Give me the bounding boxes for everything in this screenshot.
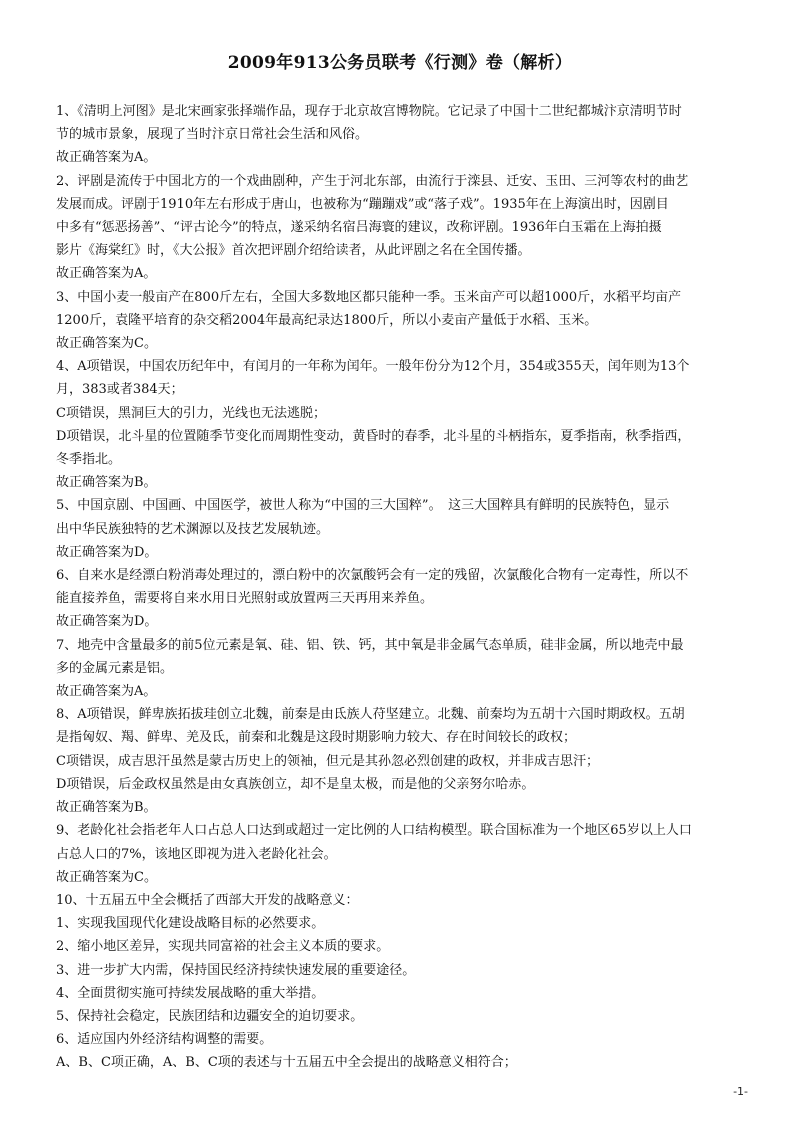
text-line: 8、A项错误，鲜卑族拓拔珪创立北魏，前秦是由氐族人苻坚建立。北魏、前秦均为五胡十六国时期政权。五胡 [56,707,685,723]
text-line: C项错误，黑洞巨大的引力，光线也无法逃脱； [56,405,326,421]
text-line: 月，383或者384天； [56,382,184,398]
answer-line: 故正确答案为A。 [56,150,157,166]
answer-line: 故正确答案为A。 [56,684,157,700]
text-line: 能直接养鱼，需要将自来水用日光照射或放置两三天再用来养鱼。 [56,591,434,607]
list-item: 3、进一步扩大内需，保持国民经济持续快速发展的重要途径。 [56,962,416,978]
text-line: 7、地壳中含量最多的前5位元素是氧、硅、铝、铁、钙，其中氧是非金属气态单质，硅非金属，所以地壳中最 [56,637,684,653]
answer-line: 故正确答案为C。 [56,336,157,352]
answer-line: 故正确答案为A。 [56,266,157,282]
text-line: C项错误，成吉思汗虽然是蒙古历史上的领袖，但元是其孙忽必烈创建的政权，并非成吉思汗； [56,753,599,769]
text-line: 是指匈奴、羯、鲜卑、羌及氐，前秦和北魏是这段时期影响力较大、存在时间较长的政权； [56,730,577,746]
text-line: 2、评剧是流传于中国北方的一个戏曲剧种，产生于河北东部，由流行于滦县、迁安、玉田、三河等农村的曲艺 [56,173,689,189]
text-line: 多的金属元素是铝。 [56,660,174,676]
text-line: 中多有“惩恶扬善”、“评古论今”的特点，遂采纳名宿吕海寰的建议，改称评剧。1936年白玉霜在上海拍摄 [56,220,662,236]
text-line: 冬季指北。 [56,452,122,468]
text-line: 3、中国小麦一般亩产在800斤左右，全国大多数地区都只能种一季。玉米亩产可以超1000斤，水稻平均亩产 [56,289,682,305]
text-line: 出中华民族独特的艺术渊源以及技艺发展轨迹。 [56,521,330,537]
list-item: 1、实现我国现代化建设战略目标的必然要求。 [56,916,325,932]
list-item: 5、保持社会稳定，民族团结和边疆安全的迫切要求。 [56,1008,364,1024]
text-line: 节的城市景象，展现了当时汴京日常社会生活和风俗。 [56,127,369,143]
text-line: 10、十五届五中全会概括了西部大开发的战略意义： [56,892,359,908]
text-line: 影片《海棠红》时，《大公报》首次把评剧介绍给读者，从此评剧之名在全国传播。 [56,243,531,259]
text-line: 发展而成。评剧于1910年左右形成于唐山，也被称为“蹦蹦戏”或“落子戏”。1935年在上海演出时，因剧目 [56,196,669,212]
text-line: 1、《清明上河图》是北宋画家张择端作品，现存于北京故宫博物院。它记录了中国十二世纪都城汴京清明节时 [56,104,682,119]
list-item: 4、全面贯彻实施可持续发展战略的重大举措。 [56,985,325,1001]
text-line: 6、自来水是经漂白粉消毒处理过的，漂白粉中的次氯酸钙会有一定的残留，次氯酸化合物有一定毒性，所以不 [56,568,689,584]
page-title: 2009年913公务员联考《行测》卷（解析） [227,53,573,73]
text-line: 9、老龄化社会指老年人口占总人口达到或超过一定比例的人口结构模型。联合国标准为一个地区65岁以上人口 [56,823,692,839]
document-body [56,100,746,1075]
answer-line: 故正确答案为B。 [56,475,157,491]
text-line: 4、A项错误，中国农历纪年中，有闰月的一年称为闰年。一般年份分为12个月，354或355天，闰年则为13个 [56,359,690,375]
text-line: 1200斤，袁隆平培育的杂交稻2004年最高纪录达1800斤，所以小麦亩产量低于水稻、玉米。 [56,312,598,328]
answer-line: 故正确答案为B。 [56,800,157,816]
text-line: D项错误，后金政权虽然是由女真族创立，却不是皇太极，而是他的父亲努尔哈赤。 [56,776,535,792]
list-item: 2、缩小地区差异，实现共同富裕的社会主义本质的要求。 [56,939,390,955]
text-line: A、B、C项正确，A、B、C项的表述与十五届五中全会提出的战略意义相符合； [56,1055,517,1071]
text-line: 5、中国京剧、中国画、中国医学，被世人称为“中国的三大国粹”。 这三大国粹具有鲜明的民族特色，显示 [56,498,670,514]
page-number: -1- [733,1085,748,1098]
text-line: D项错误，北斗星的位置随季节变化而周期性变动，黄昏时的春季，北斗星的斗柄指东，夏季指南，秋季指西， [56,428,691,444]
answer-line: 故正确答案为D。 [56,544,158,560]
answer-line: 故正确答案为C。 [56,869,157,885]
text-line: 占总人口的7%，该地区即视为进入老龄化社会。 [56,846,337,862]
list-item: 6、适应国内外经济结构调整的需要。 [56,1032,273,1048]
answer-line: 故正确答案为D。 [56,614,158,630]
